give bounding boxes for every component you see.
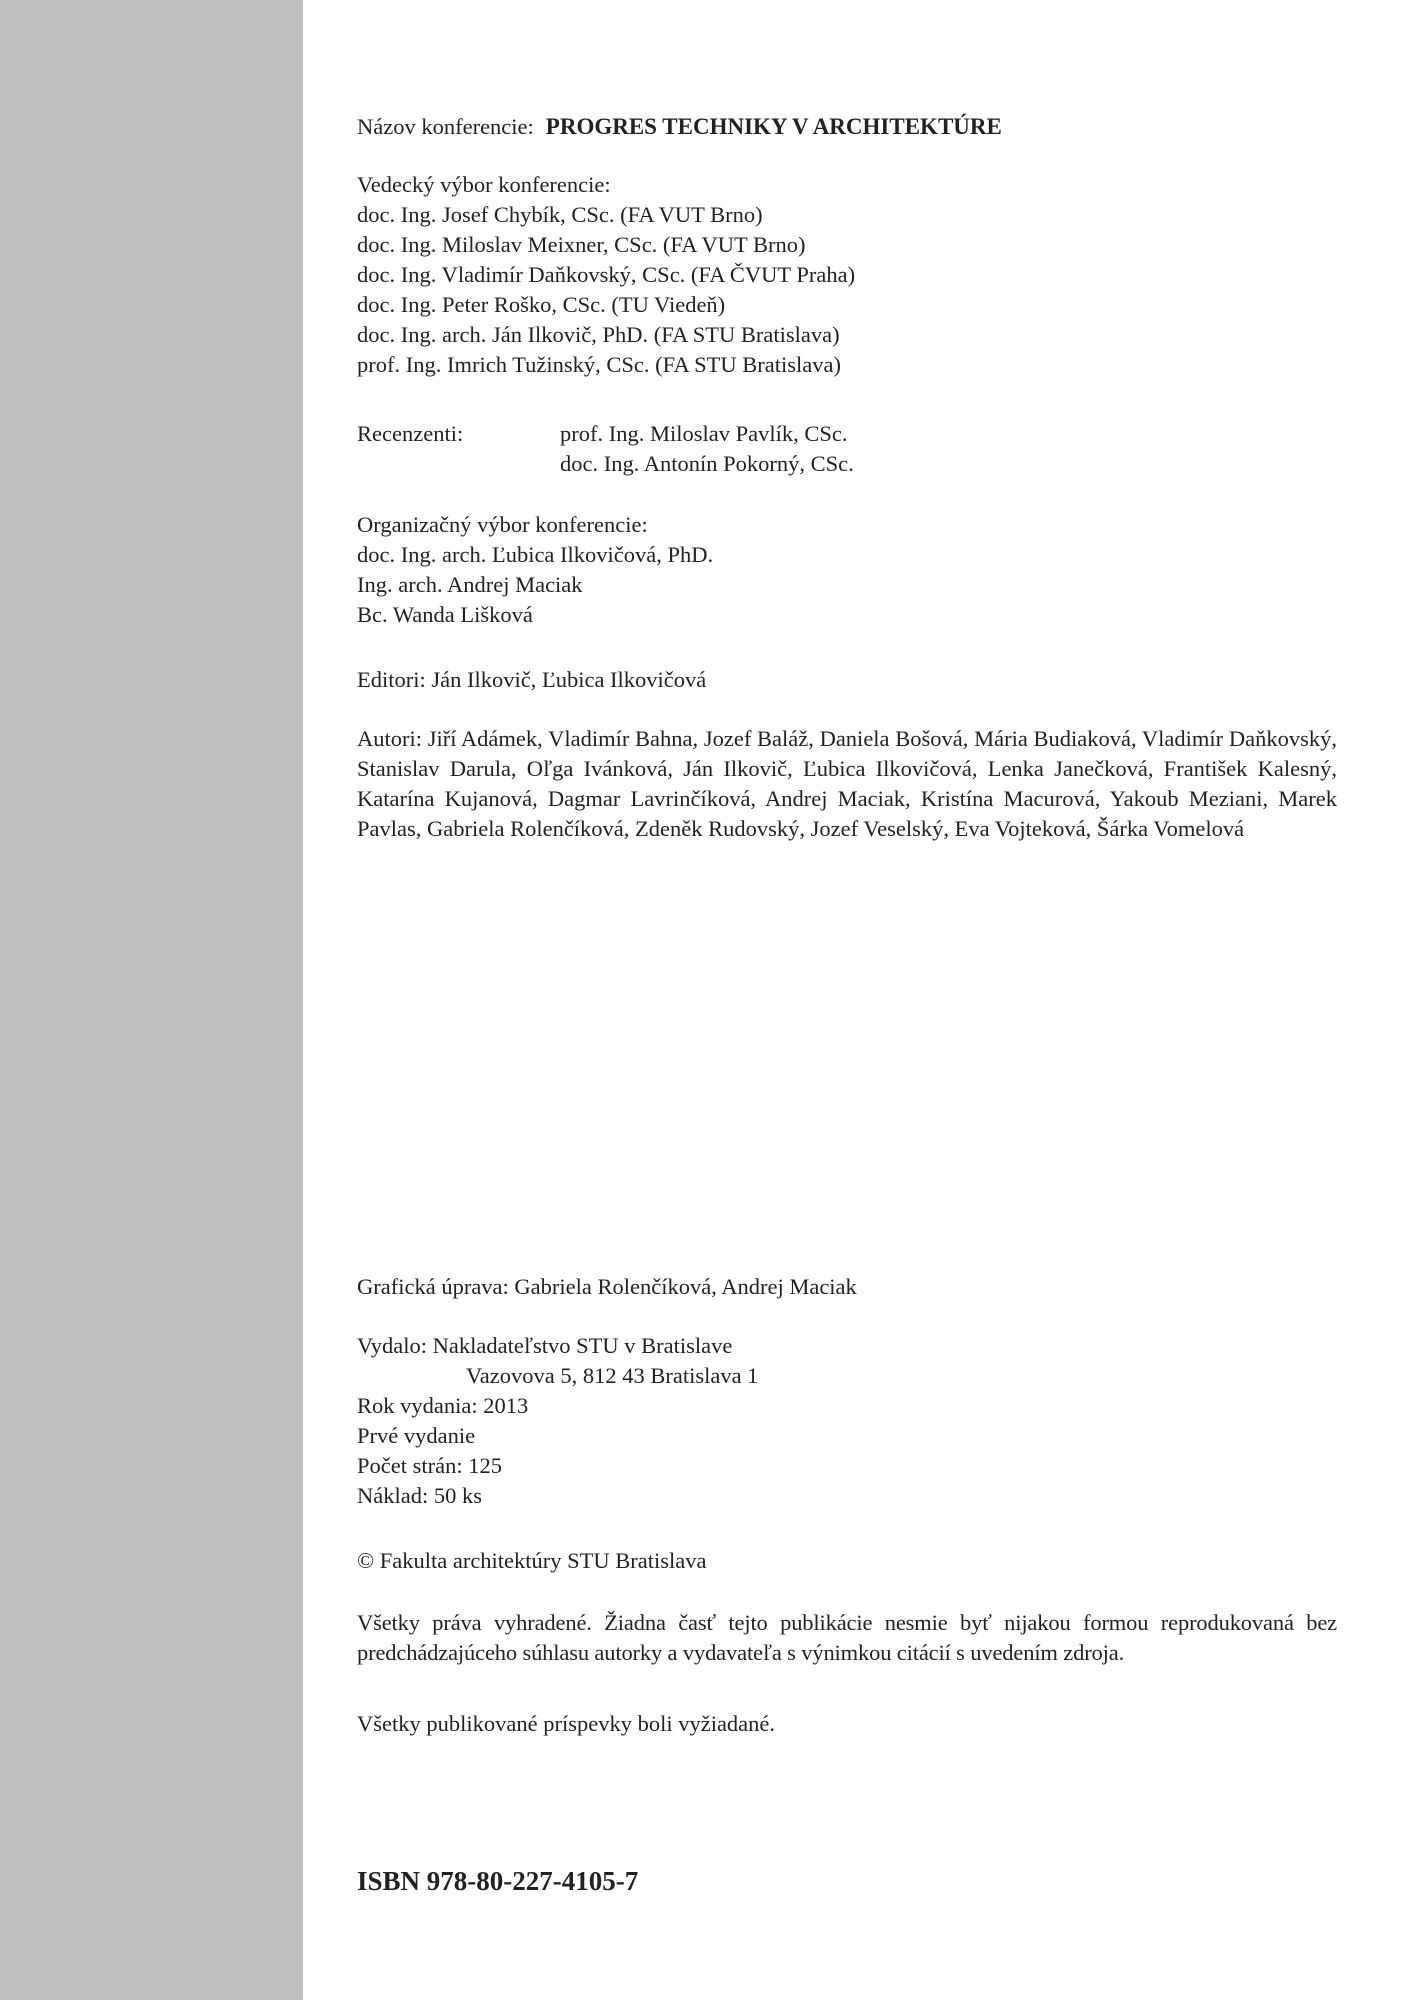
gray-margin-band	[0, 0, 303, 2000]
organizing-committee-heading: Organizačný výbor konferencie:	[357, 512, 648, 537]
committee-member: doc. Ing. arch. Ján Ilkovič, PhD. (FA STU Bratislava)	[357, 322, 840, 347]
scientific-committee	[357, 170, 1337, 380]
committee-member: doc. Ing. Peter Roško, CSc. (TU Viedeň)	[357, 292, 726, 317]
conference-name-line	[357, 112, 1337, 142]
reviewers-label: Recenzenti:	[357, 421, 464, 446]
committee-member: doc. Ing. Miloslav Meixner, CSc. (FA VUT Brno)	[357, 232, 806, 257]
isbn: ISBN 978-80-227-4105-7	[357, 1866, 639, 1896]
publisher-name: Vydalo: Nakladateľstvo STU v Bratislave	[357, 1333, 733, 1358]
print-run: Náklad: 50 ks	[357, 1483, 482, 1508]
page-count: Počet strán: 125	[357, 1453, 502, 1478]
scientific-committee-heading: Vedecký výbor konferencie:	[357, 172, 611, 197]
organizer: Ing. arch. Andrej Maciak	[357, 572, 583, 597]
edition: Prvé vydanie	[357, 1423, 476, 1448]
organizer: Bc. Wanda Lišková	[357, 602, 533, 627]
publisher-info	[357, 1331, 1337, 1511]
requested-notice: Všetky publikované príspevky boli vyžiadané.	[357, 1711, 776, 1736]
reviewer-name: prof. Ing. Miloslav Pavlík, CSc.	[560, 421, 848, 446]
rights-notice: Všetky práva vyhradené. Žiadna časť tejto publikácie nesmie byť nijakou formou reprodukovaná bez predchádzajúceho súhlasu autorky a vydavateľa s výnimkou citácií s uvedením zdroja.	[357, 1610, 1337, 1665]
reviewer-name: doc. Ing. Antonín Pokorný, CSc.	[560, 451, 854, 476]
committee-member: prof. Ing. Imrich Tužinský, CSc. (FA STU Bratislava)	[357, 352, 841, 377]
reviewers	[357, 419, 1337, 479]
organizing-committee	[357, 510, 1337, 630]
publisher-address: Vazovova 5, 812 43 Bratislava 1	[466, 1363, 759, 1388]
copyright: © Fakulta architektúry STU Bratislava	[357, 1548, 707, 1573]
organizer: doc. Ing. arch. Ľubica Ilkovičová, PhD.	[357, 542, 714, 567]
graphic-design: Grafická úprava: Gabriela Rolenčíková, Andrej Maciak	[357, 1274, 857, 1299]
publication-year: Rok vydania: 2013	[357, 1393, 529, 1418]
committee-member: doc. Ing. Vladimír Daňkovský, CSc. (FA ČVUT Praha)	[357, 262, 856, 287]
conference-title: PROGRES TECHNIKY V ARCHITEKTÚRE	[545, 114, 1002, 139]
committee-member: doc. Ing. Josef Chybík, CSc. (FA VUT Brno)	[357, 202, 763, 227]
editors: Editori: Ján Ilkovič, Ľubica Ilkovičová	[357, 667, 707, 692]
conference-name-label: Názov konferencie:	[357, 114, 534, 139]
authors: Autori: Jiří Adámek, Vladimír Bahna, Jozef Baláž, Daniela Bošová, Mária Budiaková, Vladimír Daňkovský, Stanislav Darula, Oľga Ivánková, Ján Ilkovič, Ľubica Ilkovičová, Lenka Janečková, František Kalesný, Katarína Kujanová, Dagmar Lavrinčíková, Andrej Maciak, Kristína Macurová, Yakoub Meziani, Marek Pavlas, Gabriela Rolenčíková, Zdeněk Rudovský, Jozef Veselský, Eva Vojteková, Šárka Vomelová	[357, 726, 1337, 841]
